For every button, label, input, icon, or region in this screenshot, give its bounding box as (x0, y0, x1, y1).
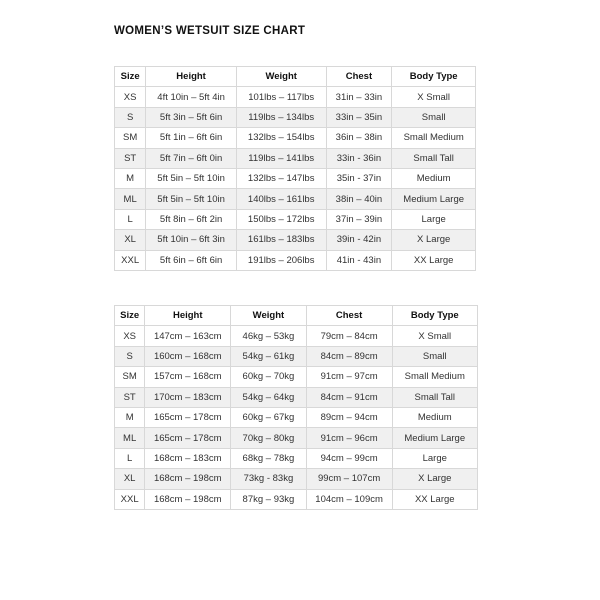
table-row (115, 87, 476, 107)
metric-size-table (114, 305, 478, 510)
table-cell: 5ft 10in – 6ft 3in (146, 230, 237, 250)
table-cell: 33in - 36in (326, 148, 392, 168)
table-cell: 4ft 10in – 5ft 4in (146, 87, 237, 107)
table-cell: 35in - 37in (326, 168, 392, 188)
table-cell: Medium (392, 407, 477, 427)
table-cell: 84cm – 89cm (306, 346, 392, 366)
table-row (115, 428, 478, 448)
imperial-size-table (114, 66, 476, 271)
table-cell: XL (115, 469, 145, 489)
table-cell: X Small (392, 326, 477, 346)
table-cell: 5ft 7in – 6ft 0in (146, 148, 237, 168)
table-row (115, 448, 478, 468)
table-cell: SM (115, 367, 145, 387)
table-row (115, 387, 478, 407)
column-header-weight: Weight (236, 67, 326, 87)
table-cell: 54kg – 61kg (231, 346, 307, 366)
table-row (115, 230, 476, 250)
table-cell: 101lbs – 117lbs (236, 87, 326, 107)
table-row (115, 326, 478, 346)
column-header-body-type: Body Type (392, 306, 477, 326)
table-cell: 39in - 42in (326, 230, 392, 250)
table-cell: XX Large (392, 250, 476, 270)
table-cell: M (115, 168, 146, 188)
table-cell: 5ft 6in – 6ft 6in (146, 250, 237, 270)
table-cell: 37in – 39in (326, 209, 392, 229)
table-cell: 165cm – 178cm (145, 428, 231, 448)
table-cell: 60kg – 67kg (231, 407, 307, 427)
table-row (115, 148, 476, 168)
table-header-row (115, 306, 478, 326)
table-row (115, 346, 478, 366)
table-cell: XXL (115, 250, 146, 270)
table-cell: XX Large (392, 489, 477, 509)
table-cell: Small Medium (392, 367, 477, 387)
table-cell: S (115, 107, 146, 127)
table-cell: 68kg – 78kg (231, 448, 307, 468)
table-cell: XXL (115, 489, 145, 509)
table-cell: 89cm – 94cm (306, 407, 392, 427)
table-cell: 5ft 8in – 6ft 2in (146, 209, 237, 229)
chart-title: WOMEN’S WETSUIT SIZE CHART (114, 25, 306, 37)
table-row (115, 209, 476, 229)
table-cell: 161lbs – 183lbs (236, 230, 326, 250)
table-cell: 168cm – 198cm (145, 469, 231, 489)
table-cell: 157cm – 168cm (145, 367, 231, 387)
table-row (115, 469, 478, 489)
table-cell: ML (115, 189, 146, 209)
table-cell: 168cm – 198cm (145, 489, 231, 509)
table-cell: 191lbs – 206lbs (236, 250, 326, 270)
table-row (115, 489, 478, 509)
table-cell: XL (115, 230, 146, 250)
column-header-chest: Chest (326, 67, 392, 87)
table-cell: 70kg – 80kg (231, 428, 307, 448)
table-cell: Medium Large (392, 428, 477, 448)
table-cell: 5ft 5in – 5ft 10in (146, 189, 237, 209)
table-cell: 119lbs – 134lbs (236, 107, 326, 127)
table-cell: XS (115, 87, 146, 107)
column-header-height: Height (146, 67, 237, 87)
column-header-body-type: Body Type (392, 67, 476, 87)
table-cell: Medium Large (392, 189, 476, 209)
table-cell: X Small (392, 87, 476, 107)
table-cell: X Large (392, 230, 476, 250)
table-cell: 150lbs – 172lbs (236, 209, 326, 229)
table-cell: 41in - 43in (326, 250, 392, 270)
table-cell: L (115, 448, 145, 468)
table-cell: 5ft 3in – 5ft 6in (146, 107, 237, 127)
column-header-size: Size (115, 306, 145, 326)
table-cell: 60kg – 70kg (231, 367, 307, 387)
table-cell: Small (392, 346, 477, 366)
column-header-chest: Chest (306, 306, 392, 326)
table-cell: Small Medium (392, 128, 476, 148)
column-header-height: Height (145, 306, 231, 326)
table-cell: 31in – 33in (326, 87, 392, 107)
table-cell: 160cm – 168cm (145, 346, 231, 366)
table-row (115, 168, 476, 188)
table-cell: Large (392, 209, 476, 229)
table-cell: 54kg – 64kg (231, 387, 307, 407)
table-cell: Medium (392, 168, 476, 188)
table-cell: Large (392, 448, 477, 468)
table-row (115, 107, 476, 127)
table-cell: 104cm – 109cm (306, 489, 392, 509)
table-cell: 147cm – 163cm (145, 326, 231, 346)
table-row (115, 367, 478, 387)
table-cell: 91cm – 96cm (306, 428, 392, 448)
table-cell: Small Tall (392, 387, 477, 407)
table-cell: L (115, 209, 146, 229)
table-cell: 87kg – 93kg (231, 489, 307, 509)
table-row (115, 128, 476, 148)
table-row (115, 407, 478, 427)
table-cell: ML (115, 428, 145, 448)
table-cell: Small (392, 107, 476, 127)
table-row (115, 189, 476, 209)
table-cell: 79cm – 84cm (306, 326, 392, 346)
column-header-weight: Weight (231, 306, 307, 326)
table-cell: 91cm – 97cm (306, 367, 392, 387)
table-cell: 132lbs – 154lbs (236, 128, 326, 148)
table-row (115, 250, 476, 270)
table-cell: ST (115, 387, 145, 407)
column-header-size: Size (115, 67, 146, 87)
table-cell: 99cm – 107cm (306, 469, 392, 489)
table-cell: 46kg – 53kg (231, 326, 307, 346)
table-cell: 94cm – 99cm (306, 448, 392, 468)
table-cell: 38in – 40in (326, 189, 392, 209)
table-cell: 36in – 38in (326, 128, 392, 148)
table-header-row (115, 67, 476, 87)
table-cell: 5ft 5in – 5ft 10in (146, 168, 237, 188)
table-cell: 168cm – 183cm (145, 448, 231, 468)
table-cell: 140lbs – 161lbs (236, 189, 326, 209)
table-cell: 33in – 35in (326, 107, 392, 127)
table-cell: 170cm – 183cm (145, 387, 231, 407)
table-cell: SM (115, 128, 146, 148)
table-cell: ST (115, 148, 146, 168)
table-cell: 165cm – 178cm (145, 407, 231, 427)
table-cell: XS (115, 326, 145, 346)
table-cell: M (115, 407, 145, 427)
table-cell: 73kg - 83kg (231, 469, 307, 489)
table-cell: S (115, 346, 145, 366)
table-cell: 119lbs – 141lbs (236, 148, 326, 168)
table-cell: 84cm – 91cm (306, 387, 392, 407)
table-cell: 5ft 1in – 6ft 6in (146, 128, 237, 148)
table-cell: Small Tall (392, 148, 476, 168)
table-cell: X Large (392, 469, 477, 489)
table-cell: 132lbs – 147lbs (236, 168, 326, 188)
